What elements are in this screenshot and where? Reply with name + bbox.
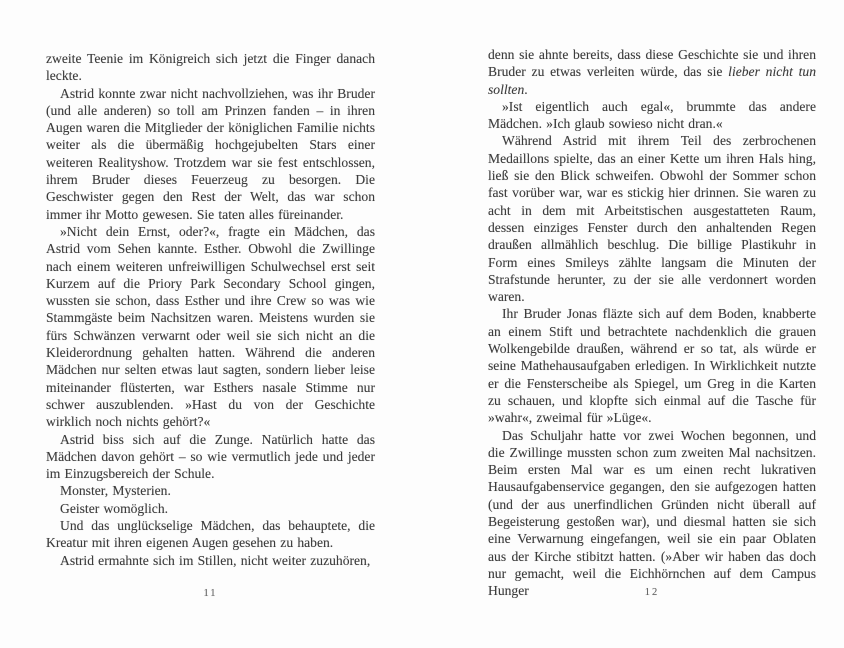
- page-right: [488, 46, 816, 610]
- paragraph: »Ist eigentlich auch egal«, brummte das andere Mädchen. »Ich glaub sowieso nicht dran.«: [488, 98, 816, 132]
- page-number: 11: [203, 588, 218, 599]
- paragraph: [488, 46, 816, 98]
- paragraph: zweite Teenie im Königreich sich jetzt die Finger danach leckte.: [46, 51, 375, 84]
- paragraph: Ihr Bruder Jonas fläzte sich auf dem Boden, knabberte an einem Stift und betrachtete nachdenklich die grauen Wolkengebilde draußen, während er so tat, als würde er seine Mathehausaufgaben erledigen. In Wirklichkeit nutzte er die Fensterscheibe als Spiegel, um Greg in die Karten zu schauen, und klopfte sich einmal auf die Tasche für »wahr«, zweimal für »Lüge«.: [488, 306, 816, 426]
- page-left: [46, 50, 375, 610]
- paragraph: Während Astrid mit ihrem Teil des zerbrochenen Medaillons spielte, das an einer Kette um ihren Hals hing, ließ sie den Blick schweifen. Obwohl der Sommer schon fast vorüber war, war es stickig hier drinnen. Sie waren zu acht in dem mit Arbeitstischen ausgestatteten Raum, dessen einziges Fenster durch den anhaltenden Regen draußen allmählich beschlug. Die billige Plastikuhr in Form eines Smileys zählte langsam die Minuten der Strafstunde herunter, zu der sie alle verdonnert worden waren.: [488, 133, 816, 305]
- paragraph: Astrid biss sich auf die Zunge. Natürlich hatte das Mädchen davon gehört – so wie vermutlich jede und jeder im Einzugsbereich der Schule.: [46, 431, 375, 482]
- page-left-text: [46, 50, 375, 569]
- page-right-text: [488, 46, 816, 600]
- paragraph: Geister womöglich.: [60, 500, 169, 516]
- paragraph: Astrid ermahnte sich im Stillen, nicht weiter zuzuhören,: [60, 552, 371, 568]
- paragraph-text: denn sie ahnte bereits, dass diese Geschichte sie und ihren Bruder zu etwas verleiten würde, das sie: [488, 47, 816, 80]
- paragraph: Das Schuljahr hatte vor zwei Wochen begonnen, und die Zwillinge mussten schon zum zweiten Mal nachsitzen. Beim ersten Mal war es um einen recht lukrativen Hausaufgabenservice gegangen, den sie aufgezogen hatten (und der aus unerfindlichen Gründen nicht überall auf Begeisterung gestoßen war), und diesmal hatten sie sich eine Verwarnung eingefangen, weil sie ein paar Oblaten aus der Kirche stibitzt hatten. (»Aber wir haben das doch nur gemacht, weil die Eichhörnchen auf dem Campus Hunger: [488, 427, 816, 599]
- paragraph: »Nicht dein Ernst, oder?«, fragte ein Mädchen, das Astrid vom Sehen kannte. Esther. Obwohl die Zwillinge nach einem weiteren unfreiwilligen Schulwechsel erst seit Kurzem auf die Priory Park Secondary School gingen, wussten sie schon, dass Esther und ihre Crew so was wie Stammgäste beim Nachsitzen waren. Meistens wurden sie fürs Schwänzen verwarnt oder weil sie sich nicht an die Kleiderordnung gehalten hatten. Während die anderen Mädchen nur selten etwas laut sagten, sondern lieber leise miteinander flüsterten, war Esthers nasale Stimme nur schwer auszublenden. »Hast du von der Geschichte wirklich noch nichts gehört?«: [46, 223, 375, 430]
- paragraph: Und das unglückselige Mädchen, das behauptete, die Kreatur mit ihren eigenen Augen gesehen zu haben.: [46, 518, 375, 551]
- paragraph: Astrid konnte zwar nicht nachvollziehen, was ihr Bruder (und alle anderen) so toll am Prinzen fanden – in ihren Augen waren die Mitglieder der königlichen Familie nichts weiter als die übermäßig hochgejubelten Stars einer weiteren Realityshow. Trotzdem war sie fest entschlossen, ihrem Bruder dieses Feuerzeug zu besorgen. Die Geschwister gegen den Rest der Welt, das war schon immer ihr Motto gewesen. Sie taten alles füreinander.: [46, 85, 375, 222]
- italic-phrase: lieber nicht tun sollten: [488, 64, 817, 97]
- paragraph-text: .: [524, 81, 528, 97]
- page-number: 12: [644, 587, 660, 598]
- paragraph: Monster, Mysterien.: [60, 483, 171, 499]
